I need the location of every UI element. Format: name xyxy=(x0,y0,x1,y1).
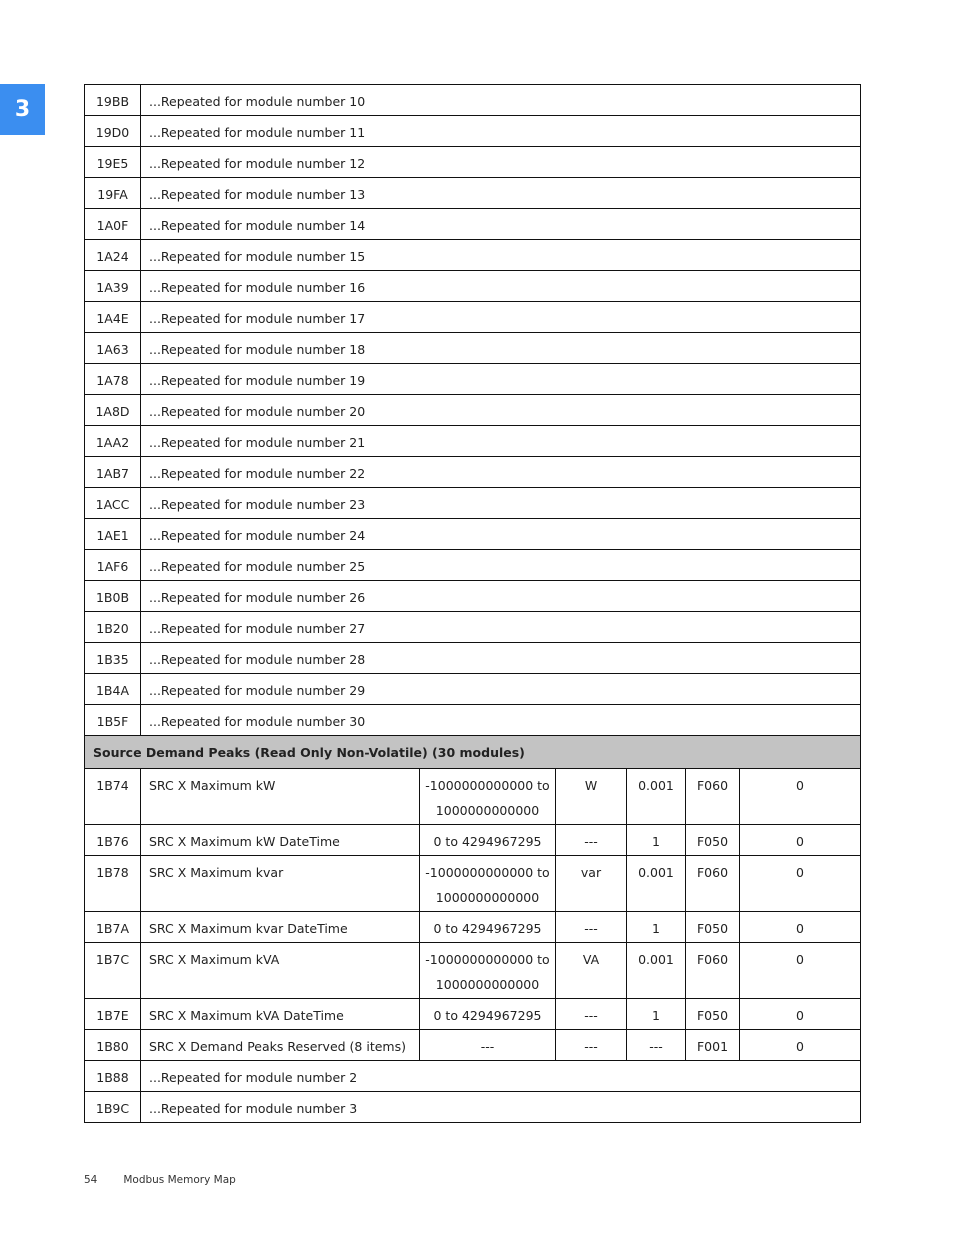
description-cell: SRC X Maximum kW DateTime xyxy=(141,825,420,856)
format-cell: F050 xyxy=(686,825,740,856)
range-cell xyxy=(420,999,556,1030)
description-cell: SRC X Maximum kVA xyxy=(141,943,420,999)
description-cell: SRC X Maximum kW xyxy=(141,769,420,825)
description-cell: ...Repeated for module number 22 xyxy=(141,457,861,488)
address-cell: 1A0F xyxy=(85,209,141,240)
table-row xyxy=(85,364,861,395)
range-line: --- xyxy=(480,1039,495,1054)
range-line: 0 to 4294967295 xyxy=(433,921,542,936)
address-cell: 1A8D xyxy=(85,395,141,426)
description-cell: ...Repeated for module number 2 xyxy=(141,1061,861,1092)
range-line: 0 to 4294967295 xyxy=(433,834,542,849)
description-cell: ...Repeated for module number 20 xyxy=(141,395,861,426)
address-cell: 19E5 xyxy=(85,147,141,178)
description-cell: ...Repeated for module number 28 xyxy=(141,643,861,674)
table-row xyxy=(85,769,861,825)
description-cell: ...Repeated for module number 13 xyxy=(141,178,861,209)
table-row xyxy=(85,519,861,550)
format-cell: F060 xyxy=(686,856,740,912)
table-row xyxy=(85,1061,861,1092)
modbus-memory-map-table xyxy=(84,84,861,1123)
address-cell: 1AA2 xyxy=(85,426,141,457)
description-cell: ...Repeated for module number 24 xyxy=(141,519,861,550)
range-line: 1000000000000 xyxy=(435,977,540,992)
step-cell: 0.001 xyxy=(627,856,686,912)
description-cell: ...Repeated for module number 16 xyxy=(141,271,861,302)
range-cell xyxy=(420,856,556,912)
address-cell: 1B7E xyxy=(85,999,141,1030)
default-cell: 0 xyxy=(740,943,861,999)
description-cell: ...Repeated for module number 19 xyxy=(141,364,861,395)
table-row xyxy=(85,643,861,674)
address-cell: 19D0 xyxy=(85,116,141,147)
description-cell: ...Repeated for module number 29 xyxy=(141,674,861,705)
units-cell: --- xyxy=(556,912,627,943)
description-cell: ...Repeated for module number 15 xyxy=(141,240,861,271)
range-cell xyxy=(420,912,556,943)
address-cell: 19FA xyxy=(85,178,141,209)
step-cell: 0.001 xyxy=(627,769,686,825)
format-cell: F060 xyxy=(686,769,740,825)
range-cell xyxy=(420,825,556,856)
default-cell: 0 xyxy=(740,1030,861,1061)
range-line: 1000000000000 xyxy=(435,803,540,818)
range-cell xyxy=(420,943,556,999)
page-footer xyxy=(84,1174,236,1186)
table-row xyxy=(85,581,861,612)
default-cell: 0 xyxy=(740,769,861,825)
description-cell: ...Repeated for module number 27 xyxy=(141,612,861,643)
table-row xyxy=(85,457,861,488)
address-cell: 1AB7 xyxy=(85,457,141,488)
table-row xyxy=(85,1092,861,1123)
table-row xyxy=(85,999,861,1030)
address-cell: 1B9C xyxy=(85,1092,141,1123)
footer-section-title: Modbus Memory Map xyxy=(123,1174,236,1186)
format-cell: F050 xyxy=(686,999,740,1030)
step-cell: --- xyxy=(627,1030,686,1061)
address-cell: 1AE1 xyxy=(85,519,141,550)
section-header: Source Demand Peaks (Read Only Non-Volatile) (30 modules) xyxy=(85,736,861,769)
address-cell: 1A24 xyxy=(85,240,141,271)
address-cell: 1B0B xyxy=(85,581,141,612)
table-row xyxy=(85,116,861,147)
table-row xyxy=(85,395,861,426)
description-cell: SRC X Maximum kVA DateTime xyxy=(141,999,420,1030)
table-row xyxy=(85,674,861,705)
description-cell: ...Repeated for module number 18 xyxy=(141,333,861,364)
address-cell: 1AF6 xyxy=(85,550,141,581)
table-row xyxy=(85,856,861,912)
address-cell: 1A39 xyxy=(85,271,141,302)
address-cell: 1B74 xyxy=(85,769,141,825)
step-cell: 1 xyxy=(627,825,686,856)
address-cell: 1A63 xyxy=(85,333,141,364)
table-row xyxy=(85,825,861,856)
units-cell: --- xyxy=(556,1030,627,1061)
description-cell: ...Repeated for module number 23 xyxy=(141,488,861,519)
table-row xyxy=(85,271,861,302)
units-cell: var xyxy=(556,856,627,912)
format-cell: F050 xyxy=(686,912,740,943)
address-cell: 1B88 xyxy=(85,1061,141,1092)
table-row xyxy=(85,209,861,240)
address-cell: 1B76 xyxy=(85,825,141,856)
description-cell: SRC X Maximum kvar DateTime xyxy=(141,912,420,943)
description-cell: SRC X Maximum kvar xyxy=(141,856,420,912)
default-cell: 0 xyxy=(740,912,861,943)
table-row xyxy=(85,943,861,999)
range-cell xyxy=(420,1030,556,1061)
units-cell: --- xyxy=(556,999,627,1030)
chapter-tab: 3 xyxy=(0,84,45,135)
description-cell: ...Repeated for module number 17 xyxy=(141,302,861,333)
units-cell: VA xyxy=(556,943,627,999)
description-cell: ...Repeated for module number 12 xyxy=(141,147,861,178)
address-cell: 1B35 xyxy=(85,643,141,674)
table-row xyxy=(85,178,861,209)
default-cell: 0 xyxy=(740,856,861,912)
address-cell: 1B80 xyxy=(85,1030,141,1061)
format-cell: F001 xyxy=(686,1030,740,1061)
format-cell: F060 xyxy=(686,943,740,999)
default-cell: 0 xyxy=(740,999,861,1030)
description-cell: ...Repeated for module number 11 xyxy=(141,116,861,147)
range-line: 1000000000000 xyxy=(435,890,540,905)
address-cell: 1A78 xyxy=(85,364,141,395)
table-row xyxy=(85,1030,861,1061)
address-cell: 1B78 xyxy=(85,856,141,912)
address-cell: 1B7A xyxy=(85,912,141,943)
step-cell: 0.001 xyxy=(627,943,686,999)
description-cell: ...Repeated for module number 21 xyxy=(141,426,861,457)
address-cell: 1A4E xyxy=(85,302,141,333)
address-cell: 1B4A xyxy=(85,674,141,705)
table-row xyxy=(85,705,861,736)
description-cell: ...Repeated for module number 30 xyxy=(141,705,861,736)
address-cell: 1B5F xyxy=(85,705,141,736)
address-cell: 1ACC xyxy=(85,488,141,519)
range-line: 0 to 4294967295 xyxy=(433,1008,542,1023)
table-row xyxy=(85,240,861,271)
range-cell xyxy=(420,769,556,825)
table-row xyxy=(85,147,861,178)
address-cell: 19BB xyxy=(85,85,141,116)
table-row xyxy=(85,488,861,519)
description-cell: ...Repeated for module number 25 xyxy=(141,550,861,581)
table-row xyxy=(85,426,861,457)
address-cell: 1B20 xyxy=(85,612,141,643)
description-cell: SRC X Demand Peaks Reserved (8 items) xyxy=(141,1030,420,1061)
description-cell: ...Repeated for module number 10 xyxy=(141,85,861,116)
table-row xyxy=(85,302,861,333)
units-cell: --- xyxy=(556,825,627,856)
table-row xyxy=(85,612,861,643)
page-number: 54 xyxy=(84,1174,98,1186)
step-cell: 1 xyxy=(627,912,686,943)
range-line: -1000000000000 to xyxy=(425,952,550,967)
description-cell: ...Repeated for module number 14 xyxy=(141,209,861,240)
description-cell: ...Repeated for module number 3 xyxy=(141,1092,861,1123)
range-line: -1000000000000 to xyxy=(425,778,550,793)
section-header-row xyxy=(85,736,861,769)
units-cell: W xyxy=(556,769,627,825)
default-cell: 0 xyxy=(740,825,861,856)
table-row xyxy=(85,333,861,364)
address-cell: 1B7C xyxy=(85,943,141,999)
description-cell: ...Repeated for module number 26 xyxy=(141,581,861,612)
step-cell: 1 xyxy=(627,999,686,1030)
table-row xyxy=(85,85,861,116)
table-row xyxy=(85,550,861,581)
table-row xyxy=(85,912,861,943)
range-line: -1000000000000 to xyxy=(425,865,550,880)
